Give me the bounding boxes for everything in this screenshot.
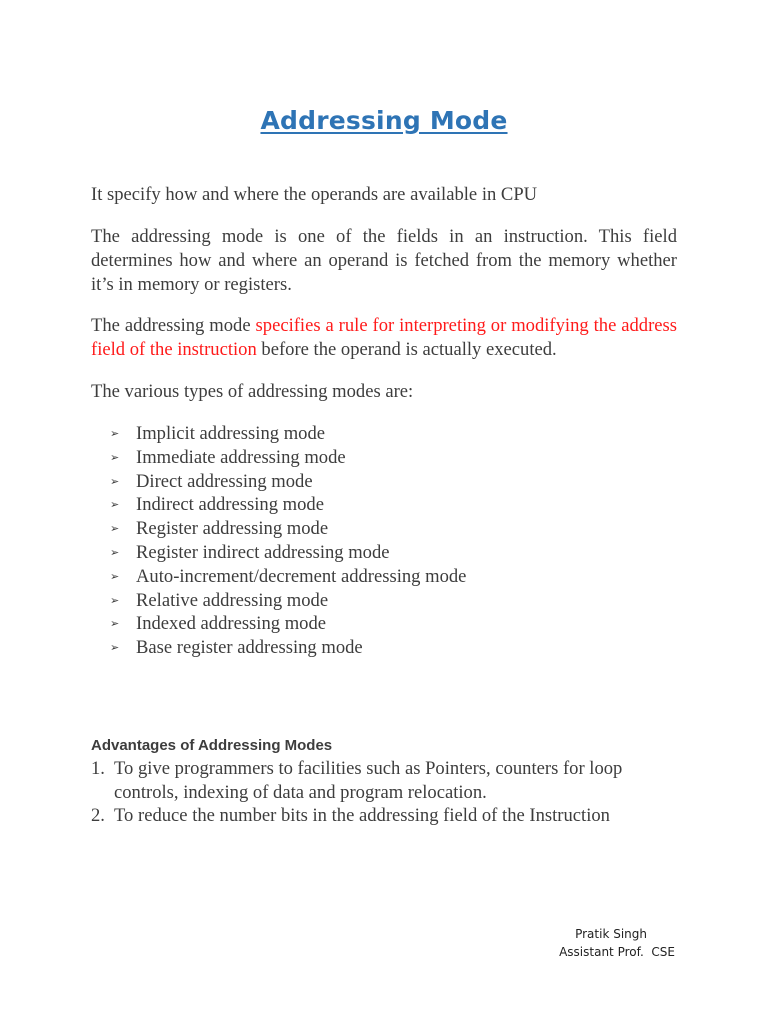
list-number: 2. (91, 805, 105, 827)
list-item (108, 470, 466, 494)
page-title: Addressing Mode (260, 106, 508, 135)
list-item-label: Indexed addressing mode (136, 613, 327, 635)
arrow-bullet-icon: ➢ (110, 474, 120, 488)
arrow-bullet-icon: ➢ (110, 498, 120, 512)
advantages-heading: Advantages of Addressing Modes (91, 737, 333, 754)
list-item (108, 612, 466, 636)
list-item-label: Implicit addressing mode (136, 423, 325, 444)
list-item-label: Base register addressing mode (136, 637, 363, 659)
arrow-bullet-icon: ➢ (110, 641, 120, 655)
arrow-bullet-icon: ➢ (110, 427, 120, 440)
list-item-label: Immediate addressing mode (136, 446, 346, 468)
list-item-label: Direct addressing mode (136, 470, 313, 492)
list-item-text: To reduce the number bits in the addressing field of the Instruction (114, 805, 610, 827)
list-item (108, 493, 466, 517)
list-item (108, 636, 466, 660)
list-item (91, 757, 681, 804)
list-item-text: To give programmers to facilities such as Pointers, counters for loop controls, indexing of data and program relocation. (114, 758, 623, 803)
list-item (108, 565, 466, 589)
arrow-bullet-icon: ➢ (110, 545, 120, 559)
list-item-label: Register indirect addressing mode (136, 541, 390, 563)
list-item-label: Indirect addressing mode (136, 494, 324, 516)
list-number: 1. (91, 758, 105, 779)
intro-paragraph: It specify how and where the operands are available in CPU (91, 184, 538, 205)
highlighted-text: specifies a rule for interpreting or modifying the address field of the instruction (91, 315, 678, 360)
arrow-bullet-icon: ➢ (110, 593, 120, 607)
list-item-label: Auto-increment/decrement addressing mode (136, 565, 467, 587)
arrow-bullet-icon: ➢ (110, 522, 120, 536)
addressing-modes-list (108, 422, 466, 660)
rule-paragraph-start: The addressing mode (91, 315, 256, 336)
list-item (108, 446, 466, 470)
arrow-bullet-icon: ➢ (110, 617, 120, 631)
list-item (91, 804, 681, 828)
list-item (108, 517, 466, 541)
rule-paragraph (91, 314, 677, 362)
advantages-list (91, 757, 681, 828)
list-item-label: Relative addressing mode (136, 589, 329, 611)
author-signature (540, 925, 675, 961)
arrow-bullet-icon: ➢ (110, 569, 120, 583)
list-item-label: Register addressing mode (136, 518, 329, 540)
arrow-bullet-icon: ➢ (110, 450, 120, 464)
list-item (108, 541, 466, 565)
definition-paragraph: The addressing mode is one of the fields in an instruction. This field determines how and where an operand is fetched from the memory whether it’s in memory or registers. (91, 226, 677, 295)
author-name: Pratik Singh (575, 927, 647, 941)
author-role: Assistant Prof. CSE (559, 945, 675, 959)
rule-paragraph-end: before the operand is actually executed. (256, 339, 557, 360)
list-item (108, 422, 466, 446)
list-item (108, 589, 466, 613)
types-intro-paragraph: The various types of addressing modes are: (91, 381, 414, 402)
